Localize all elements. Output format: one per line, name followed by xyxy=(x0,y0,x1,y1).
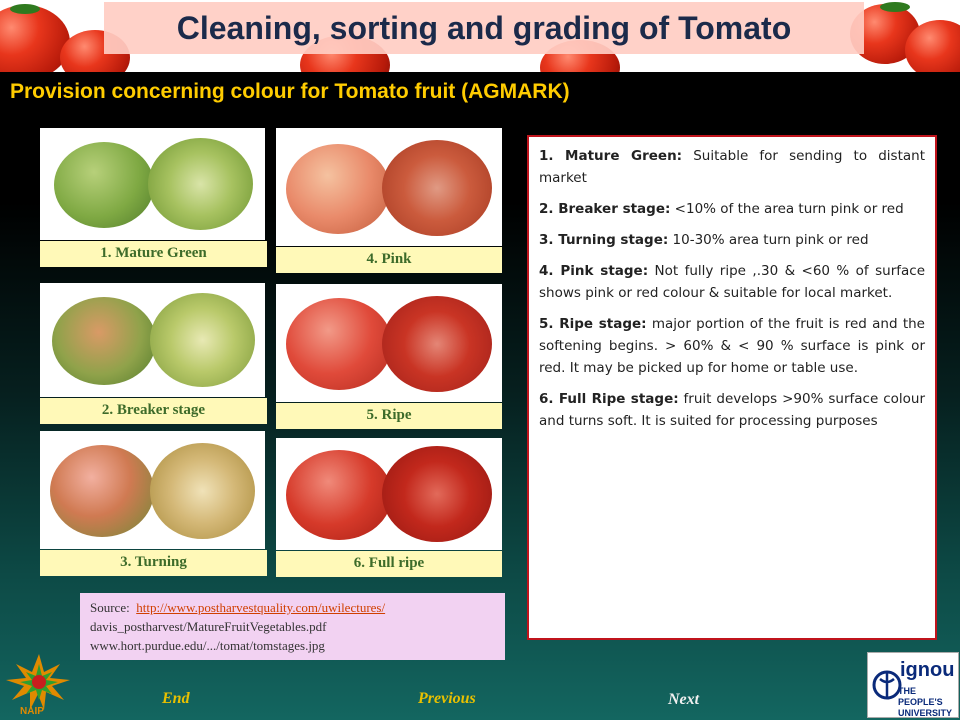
source-label: Source: xyxy=(90,600,130,615)
source-line-3: www.hort.purdue.edu/.../tomat/tomstages.jpg xyxy=(90,638,325,653)
full-ripe-image xyxy=(276,438,502,550)
stage-description-panel xyxy=(527,135,937,640)
description-term: 1. Mature Green: xyxy=(539,148,683,164)
description-term: 4. Pink stage: xyxy=(539,263,649,279)
ignou-name: ignou xyxy=(900,659,955,681)
description-term: 5. Ripe stage: xyxy=(539,316,647,332)
source-box xyxy=(80,593,505,660)
title-box xyxy=(104,2,864,54)
ignou-tagline: THE PEOPLE'S UNIVERSITY xyxy=(898,686,953,718)
stage-caption-2: 2. Breaker stage xyxy=(40,398,267,424)
description-term: 2. Breaker stage: xyxy=(539,201,671,217)
mature-green-image xyxy=(40,128,265,240)
description-item xyxy=(539,313,925,379)
stage-caption-6: 6. Full ripe xyxy=(276,551,502,577)
section-subtitle: Provision concerning colour for Tomato fruit (AGMARK) xyxy=(10,80,570,103)
description-term: 6. Full Ripe stage: xyxy=(539,391,679,407)
description-item xyxy=(539,388,925,432)
ripe-image xyxy=(276,284,502,402)
leaf-image xyxy=(10,4,40,14)
description-item xyxy=(539,145,925,189)
page-title: Cleaning, sorting and grading of Tomato xyxy=(176,9,792,46)
next-button[interactable]: Next xyxy=(668,691,700,708)
description-item xyxy=(539,260,925,304)
description-item xyxy=(539,198,925,220)
stage-caption-3: 3. Turning xyxy=(40,550,267,576)
end-button[interactable]: End xyxy=(162,690,190,707)
turning-image xyxy=(40,431,265,549)
description-text: 10-30% area turn pink or red xyxy=(668,232,869,248)
source-line-1 xyxy=(90,598,495,617)
previous-button[interactable]: Previous xyxy=(418,690,476,707)
description-text: major portion of the fruit is red and the softening begins. > 60% & < 90 % surface is pink or red. It may be picked up for home or table use. xyxy=(539,316,925,376)
source-line-2: davis_postharvest/MatureFruitVegetables.pdf xyxy=(90,619,327,634)
stage-caption-5: 5. Ripe xyxy=(276,403,502,429)
tomato-banner xyxy=(0,0,960,72)
naip-label: NAIP xyxy=(20,706,44,717)
naip-logo xyxy=(0,650,78,720)
description-text: Not fully ripe ,.30 & <60 % of surface shows pink or red colour & suitable for local market. xyxy=(539,263,925,301)
description-item xyxy=(539,229,925,251)
stage-caption-4: 4. Pink xyxy=(276,247,502,273)
leaf-image xyxy=(880,2,910,12)
description-text: fruit develops >90% surface colour and turns soft. It is suited for processing purposes xyxy=(539,391,925,429)
source-link[interactable]: http://www.postharvestquality.com/uwilectures/ xyxy=(136,600,386,615)
pink-image xyxy=(276,128,502,246)
description-text: <10% of the area turn pink or red xyxy=(670,201,904,217)
description-term: 3. Turning stage: xyxy=(539,232,669,248)
description-text: Suitable for sending to distant market xyxy=(539,148,926,186)
ignou-logo xyxy=(867,652,959,718)
stage-caption-1: 1. Mature Green xyxy=(40,241,267,267)
breaker-stage-image xyxy=(40,283,265,397)
